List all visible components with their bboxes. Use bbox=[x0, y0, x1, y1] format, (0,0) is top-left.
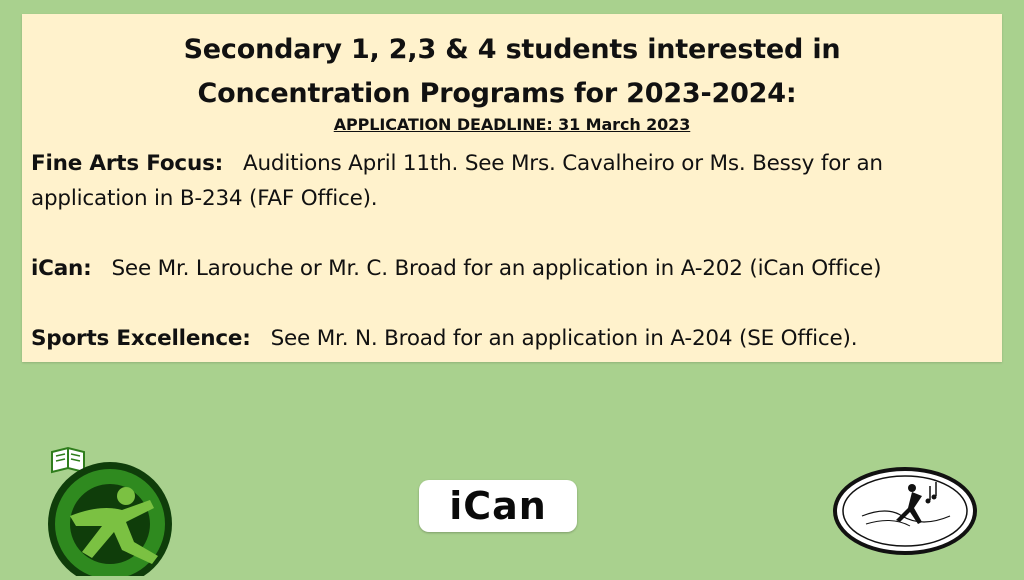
title-line-1: Secondary 1, 2,3 & 4 students interested in bbox=[183, 34, 841, 65]
program-description: See Mr. N. Broad for an application in A-204 (SE Office). bbox=[270, 326, 858, 351]
program-name: Sports Excellence: bbox=[31, 326, 251, 351]
fine-arts-focus-logo bbox=[832, 466, 978, 556]
program-ican bbox=[31, 251, 995, 286]
program-description: Auditions April 11th. See Mrs. Cavalheiro or Ms. Bessy for an application in B-234 (FAF Office). bbox=[31, 151, 883, 211]
running-figure-book-logo bbox=[30, 438, 190, 576]
ican-logo bbox=[419, 480, 577, 532]
program-description: See Mr. Larouche or Mr. C. Broad for an application in A-202 (iCan Office) bbox=[111, 256, 882, 281]
application-deadline: APPLICATION DEADLINE: 31 March 2023 bbox=[333, 115, 691, 134]
announcement-panel bbox=[22, 14, 1002, 362]
announcement-title bbox=[22, 28, 1002, 116]
title-line-2: Concentration Programs for 2023-2024: bbox=[197, 78, 797, 109]
ican-logo-text: iCan bbox=[449, 484, 547, 528]
program-name: iCan: bbox=[31, 256, 92, 281]
program-list bbox=[31, 146, 995, 356]
program-sports-excellence bbox=[31, 321, 995, 356]
program-name: Fine Arts Focus: bbox=[31, 151, 224, 176]
program-fine-arts bbox=[31, 146, 995, 216]
